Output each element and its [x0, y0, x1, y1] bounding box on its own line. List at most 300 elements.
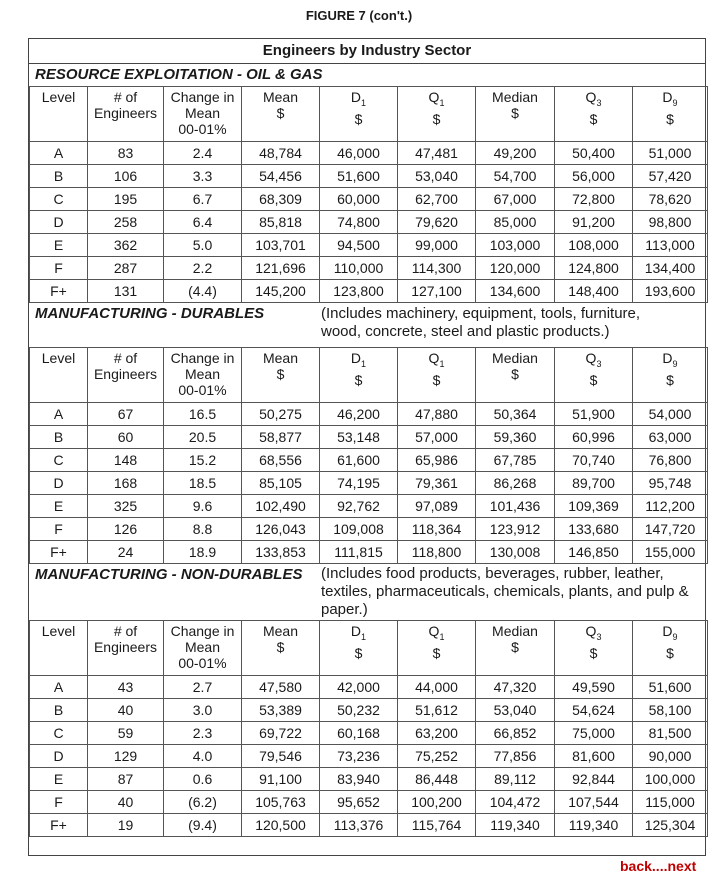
header-q1 — [398, 621, 476, 676]
table-cell-chg: 18.9 — [164, 541, 242, 564]
header-change-line: Change in — [170, 350, 235, 366]
table-cell-q1: 65,986 — [398, 449, 476, 472]
table-cell-q1: 127,100 — [398, 280, 476, 303]
table-cell-q3: 72,800 — [555, 188, 633, 211]
table-cell-n: 362 — [88, 234, 164, 257]
page-nav — [620, 858, 696, 874]
header-q1-subscript: 1 — [439, 631, 445, 642]
header-engineers-line: # of — [113, 623, 138, 639]
section-title: MANUFACTURING - DURABLES — [35, 305, 265, 322]
table-cell-mean: 68,556 — [242, 449, 320, 472]
header-q1-subscript: 1 — [439, 97, 445, 108]
table-cell-level: F — [30, 791, 88, 814]
table-cell-chg: 18.5 — [164, 472, 242, 495]
header-mean-line: $ — [276, 366, 285, 382]
header-d9-subscript: 9 — [672, 97, 678, 108]
table-cell-d1: 111,815 — [320, 541, 398, 564]
table-cell-d9: 78,620 — [633, 188, 708, 211]
header-q3 — [555, 87, 633, 142]
table-cell-q3: 81,600 — [555, 745, 633, 768]
table-cell-chg: 4.0 — [164, 745, 242, 768]
table-cell-med: 59,360 — [476, 426, 555, 449]
table-cell-q3: 60,996 — [555, 426, 633, 449]
table-cell-mean: 91,100 — [242, 768, 320, 791]
table-cell-med: 123,912 — [476, 518, 555, 541]
table-cell-d1: 110,000 — [320, 257, 398, 280]
table-cell-med: 54,700 — [476, 165, 555, 188]
table-cell-med: 103,000 — [476, 234, 555, 257]
table-cell-q1: 51,612 — [398, 699, 476, 722]
table-cell-q3: 124,800 — [555, 257, 633, 280]
table-cell-n: 40 — [88, 699, 164, 722]
header-median-line: $ — [511, 105, 519, 121]
table-cell-n: 126 — [88, 518, 164, 541]
header-d9-unit: $ — [666, 110, 674, 127]
table-cell-level: B — [30, 699, 88, 722]
table-cell-med: 66,852 — [476, 722, 555, 745]
header-engineers — [88, 348, 164, 403]
table-cell-mean: 47,580 — [242, 676, 320, 699]
table-cell-med: 77,856 — [476, 745, 555, 768]
table-cell-d1: 51,600 — [320, 165, 398, 188]
table-cell-q3: 50,400 — [555, 142, 633, 165]
sections-container — [29, 64, 705, 837]
table-cell-mean: 53,389 — [242, 699, 320, 722]
table-cell-level: D — [30, 472, 88, 495]
header-level: Level — [30, 348, 88, 403]
table-cell-d1: 74,800 — [320, 211, 398, 234]
table-cell-d9: 58,100 — [633, 699, 708, 722]
header-row — [30, 87, 708, 142]
table-cell-d9: 95,748 — [633, 472, 708, 495]
table-cell-level: C — [30, 722, 88, 745]
next-link[interactable]: next — [667, 858, 697, 874]
table-cell-level: C — [30, 449, 88, 472]
table-cell-q1: 47,481 — [398, 142, 476, 165]
table-cell-d9: 63,000 — [633, 426, 708, 449]
header-mean-line: Mean — [262, 623, 299, 639]
header-d1 — [320, 348, 398, 403]
table-cell-med: 50,364 — [476, 403, 555, 426]
table-cell-n: 131 — [88, 280, 164, 303]
table-cell-d9: 113,000 — [633, 234, 708, 257]
table-cell-chg: 6.4 — [164, 211, 242, 234]
table-cell-mean: 85,105 — [242, 472, 320, 495]
table-cell-mean: 69,722 — [242, 722, 320, 745]
table-cell-d9: 115,000 — [633, 791, 708, 814]
header-median — [476, 87, 555, 142]
header-mean-line: $ — [276, 105, 285, 121]
table-cell-chg: 3.0 — [164, 699, 242, 722]
table-cell-q1: 118,800 — [398, 541, 476, 564]
header-d9-letter: D — [662, 350, 673, 366]
header-row — [30, 348, 708, 403]
table-cell-chg: 8.8 — [164, 518, 242, 541]
table-cell-d1: 46,000 — [320, 142, 398, 165]
header-change — [164, 348, 242, 403]
table-cell-q3: 56,000 — [555, 165, 633, 188]
table-cell-n: 40 — [88, 791, 164, 814]
table-row — [30, 211, 708, 234]
table-cell-chg: 9.6 — [164, 495, 242, 518]
table-cell-q3: 133,680 — [555, 518, 633, 541]
table-cell-n: 129 — [88, 745, 164, 768]
table-cell-d1: 50,232 — [320, 699, 398, 722]
table-cell-n: 59 — [88, 722, 164, 745]
header-q3-letter: Q — [585, 89, 597, 105]
header-change — [164, 87, 242, 142]
table-row — [30, 165, 708, 188]
table-cell-d1: 123,800 — [320, 280, 398, 303]
table-cell-level: E — [30, 768, 88, 791]
table-cell-q1: 86,448 — [398, 768, 476, 791]
table-cell-d1: 83,940 — [320, 768, 398, 791]
header-mean — [242, 87, 320, 142]
header-level: Level — [30, 87, 88, 142]
table-cell-q3: 92,844 — [555, 768, 633, 791]
header-q1-subscript: 1 — [439, 358, 445, 369]
table-cell-med: 130,008 — [476, 541, 555, 564]
header-q1 — [398, 87, 476, 142]
table-cell-med: 101,436 — [476, 495, 555, 518]
table-cell-n: 24 — [88, 541, 164, 564]
table-cell-d1: 46,200 — [320, 403, 398, 426]
table-cell-mean: 120,500 — [242, 814, 320, 837]
table-cell-chg: 2.2 — [164, 257, 242, 280]
table-row — [30, 142, 708, 165]
header-mean — [242, 348, 320, 403]
header-row — [30, 621, 708, 676]
table-cell-d9: 76,800 — [633, 449, 708, 472]
table-cell-d1: 94,500 — [320, 234, 398, 257]
section-heading — [29, 64, 705, 86]
table-cell-q3: 148,400 — [555, 280, 633, 303]
header-d9-subscript: 9 — [672, 358, 678, 369]
table-cell-chg: 2.3 — [164, 722, 242, 745]
table-cell-chg: 2.7 — [164, 676, 242, 699]
section-note: (Includes food products, beverages, rubber, leather, textiles, pharmaceuticals, chemicals, plants, and pulp & paper.) — [321, 565, 689, 618]
header-d1-unit: $ — [354, 644, 363, 661]
table-cell-n: 43 — [88, 676, 164, 699]
table-cell-mean: 50,275 — [242, 403, 320, 426]
header-engineers-line: # of — [113, 350, 138, 366]
table-cell-med: 134,600 — [476, 280, 555, 303]
header-level: Level — [30, 621, 88, 676]
table-cell-q3: 107,544 — [555, 791, 633, 814]
table-cell-d1: 109,008 — [320, 518, 398, 541]
table-cell-d1: 61,600 — [320, 449, 398, 472]
table-row — [30, 280, 708, 303]
header-q3 — [555, 348, 633, 403]
table-row — [30, 403, 708, 426]
table-cell-d1: 95,652 — [320, 791, 398, 814]
table-cell-level: F+ — [30, 814, 88, 837]
header-median-line: $ — [511, 639, 519, 655]
table-cell-d9: 57,420 — [633, 165, 708, 188]
table-cell-d1: 74,195 — [320, 472, 398, 495]
table-cell-q1: 100,200 — [398, 791, 476, 814]
table-cell-d1: 73,236 — [320, 745, 398, 768]
header-engineers-line: # of — [113, 89, 138, 105]
table-cell-chg: 3.3 — [164, 165, 242, 188]
table-cell-chg: (9.4) — [164, 814, 242, 837]
table-cell-mean: 54,456 — [242, 165, 320, 188]
table-cell-n: 195 — [88, 188, 164, 211]
table-cell-q1: 97,089 — [398, 495, 476, 518]
table-cell-med: 47,320 — [476, 676, 555, 699]
header-change-line: Change in — [170, 89, 235, 105]
table-cell-d9: 193,600 — [633, 280, 708, 303]
table-row — [30, 676, 708, 699]
table-cell-q3: 89,700 — [555, 472, 633, 495]
table-row — [30, 449, 708, 472]
table-cell-n: 168 — [88, 472, 164, 495]
header-d1-subscript: 1 — [361, 358, 367, 369]
table-cell-level: A — [30, 403, 88, 426]
table-cell-med: 67,000 — [476, 188, 555, 211]
table-cell-mean: 105,763 — [242, 791, 320, 814]
table-row — [30, 814, 708, 837]
table-cell-q3: 146,850 — [555, 541, 633, 564]
table-row — [30, 745, 708, 768]
table-cell-chg: 0.6 — [164, 768, 242, 791]
table-cell-d9: 134,400 — [633, 257, 708, 280]
header-d9-letter: D — [662, 89, 673, 105]
table-cell-level: F+ — [30, 280, 88, 303]
header-mean-line: Mean — [262, 89, 299, 105]
table-cell-n: 19 — [88, 814, 164, 837]
table-cell-q3: 49,590 — [555, 676, 633, 699]
table-cell-mean: 145,200 — [242, 280, 320, 303]
table-cell-chg: 20.5 — [164, 426, 242, 449]
table-cell-q3: 119,340 — [555, 814, 633, 837]
table-cell-mean: 85,818 — [242, 211, 320, 234]
header-q3-subscript: 3 — [596, 631, 602, 642]
table-cell-med: 49,200 — [476, 142, 555, 165]
table-row — [30, 791, 708, 814]
table-cell-chg: 16.5 — [164, 403, 242, 426]
table-cell-level: F — [30, 257, 88, 280]
header-change-line: 00-01% — [178, 121, 227, 137]
table-row — [30, 472, 708, 495]
table-cell-mean: 68,309 — [242, 188, 320, 211]
section-title: MANUFACTURING - NON-DURABLES — [35, 566, 303, 583]
header-q3 — [555, 621, 633, 676]
table-cell-level: F+ — [30, 541, 88, 564]
header-median — [476, 621, 555, 676]
header-change-line: 00-01% — [178, 382, 227, 398]
header-q3-subscript: 3 — [596, 97, 602, 108]
table-cell-q3: 70,740 — [555, 449, 633, 472]
table-cell-med: 89,112 — [476, 768, 555, 791]
header-q1-letter: Q — [428, 623, 440, 639]
table-cell-d9: 112,200 — [633, 495, 708, 518]
table-cell-n: 106 — [88, 165, 164, 188]
header-mean-line: Mean — [262, 350, 299, 366]
table-cell-n: 67 — [88, 403, 164, 426]
table-cell-n: 83 — [88, 142, 164, 165]
header-mean-line: $ — [276, 639, 285, 655]
header-d1-letter: D — [350, 89, 362, 105]
table-cell-d9: 90,000 — [633, 745, 708, 768]
table-cell-level: F — [30, 518, 88, 541]
table-cell-med: 120,000 — [476, 257, 555, 280]
table-row — [30, 495, 708, 518]
header-change-line: Change in — [170, 623, 235, 639]
header-d9-unit: $ — [666, 644, 674, 661]
header-engineers — [88, 87, 164, 142]
table-row — [30, 768, 708, 791]
table-cell-q1: 114,300 — [398, 257, 476, 280]
table-cell-q1: 79,620 — [398, 211, 476, 234]
header-q3-letter: Q — [585, 350, 597, 366]
header-change-line: 00-01% — [178, 655, 227, 671]
table-cell-d9: 100,000 — [633, 768, 708, 791]
header-d9-unit: $ — [666, 371, 674, 388]
table-cell-med: 104,472 — [476, 791, 555, 814]
table-cell-q3: 51,900 — [555, 403, 633, 426]
table-cell-d9: 125,304 — [633, 814, 708, 837]
section-note: (Includes machinery, equipment, tools, furniture, wood, concrete, steel and plastic products.) — [321, 305, 641, 340]
table-cell-med: 67,785 — [476, 449, 555, 472]
header-q1-letter: Q — [428, 350, 440, 366]
salary-table — [29, 347, 708, 564]
table-cell-q1: 79,361 — [398, 472, 476, 495]
table-row — [30, 699, 708, 722]
header-q3-letter: Q — [585, 623, 597, 639]
nav-separator: .... — [651, 858, 668, 874]
header-q1-unit: $ — [432, 110, 441, 127]
header-median-line: Median — [492, 350, 538, 366]
table-cell-d9: 51,000 — [633, 142, 708, 165]
table-cell-med: 53,040 — [476, 699, 555, 722]
header-engineers-line: Engineers — [93, 366, 158, 382]
header-engineers-line: Engineers — [93, 639, 158, 655]
table-cell-level: B — [30, 426, 88, 449]
table-cell-mean: 58,877 — [242, 426, 320, 449]
table-row — [30, 518, 708, 541]
section-heading — [29, 303, 705, 347]
table-cell-level: A — [30, 142, 88, 165]
header-d1 — [320, 87, 398, 142]
table-cell-q1: 99,000 — [398, 234, 476, 257]
header-q3-unit: $ — [589, 371, 598, 388]
table-cell-n: 60 — [88, 426, 164, 449]
header-engineers — [88, 621, 164, 676]
header-q3-unit: $ — [589, 644, 598, 661]
table-cell-mean: 126,043 — [242, 518, 320, 541]
header-median-line: Median — [492, 623, 538, 639]
table-cell-level: A — [30, 676, 88, 699]
header-d9 — [633, 87, 708, 142]
header-median-line: Median — [492, 89, 538, 105]
table-row — [30, 722, 708, 745]
header-q1-unit: $ — [432, 644, 441, 661]
table-cell-q1: 62,700 — [398, 188, 476, 211]
table-cell-q1: 47,880 — [398, 403, 476, 426]
header-d1-unit: $ — [354, 371, 363, 388]
header-change-line: Mean — [184, 366, 221, 382]
table-cell-d1: 92,762 — [320, 495, 398, 518]
header-median — [476, 348, 555, 403]
table-cell-d9: 81,500 — [633, 722, 708, 745]
table-cell-q3: 108,000 — [555, 234, 633, 257]
header-q1-letter: Q — [428, 89, 440, 105]
table-cell-chg: 2.4 — [164, 142, 242, 165]
table-cell-chg: 6.7 — [164, 188, 242, 211]
table-cell-q3: 54,624 — [555, 699, 633, 722]
back-link[interactable]: back — [620, 858, 652, 874]
table-cell-d1: 53,148 — [320, 426, 398, 449]
table-cell-n: 258 — [88, 211, 164, 234]
figure-title: FIGURE 7 (con't.) — [305, 8, 413, 23]
header-d9 — [633, 348, 708, 403]
header-d9-subscript: 9 — [672, 631, 678, 642]
salary-table — [29, 86, 708, 303]
table-cell-med: 85,000 — [476, 211, 555, 234]
table-row — [30, 188, 708, 211]
header-d9-letter: D — [662, 623, 673, 639]
header-engineers-line: Engineers — [93, 105, 158, 121]
table-cell-d9: 98,800 — [633, 211, 708, 234]
table-cell-q1: 75,252 — [398, 745, 476, 768]
header-q3-subscript: 3 — [596, 358, 602, 369]
table-cell-d1: 60,168 — [320, 722, 398, 745]
header-q1-unit: $ — [432, 371, 441, 388]
table-cell-n: 325 — [88, 495, 164, 518]
header-d1-letter: D — [350, 623, 362, 639]
table-row — [30, 541, 708, 564]
header-d9 — [633, 621, 708, 676]
table-cell-level: E — [30, 234, 88, 257]
table-frame — [28, 38, 706, 856]
header-d1 — [320, 621, 398, 676]
header-d1-letter: D — [350, 350, 362, 366]
header-q3-unit: $ — [589, 110, 598, 127]
table-cell-mean: 102,490 — [242, 495, 320, 518]
header-d1-subscript: 1 — [361, 631, 367, 642]
table-cell-level: B — [30, 165, 88, 188]
header-change-line: Mean — [184, 105, 221, 121]
table-cell-level: D — [30, 745, 88, 768]
table-cell-q3: 91,200 — [555, 211, 633, 234]
table-cell-chg: 5.0 — [164, 234, 242, 257]
table-row — [30, 234, 708, 257]
header-d1-subscript: 1 — [361, 97, 367, 108]
table-cell-q1: 118,364 — [398, 518, 476, 541]
table-cell-level: C — [30, 188, 88, 211]
table-cell-level: E — [30, 495, 88, 518]
header-median-line: $ — [511, 366, 519, 382]
table-cell-n: 148 — [88, 449, 164, 472]
table-row — [30, 426, 708, 449]
table-cell-d9: 54,000 — [633, 403, 708, 426]
table-cell-q1: 115,764 — [398, 814, 476, 837]
table-cell-mean: 48,784 — [242, 142, 320, 165]
section-heading — [29, 564, 705, 620]
table-cell-n: 87 — [88, 768, 164, 791]
table-cell-mean: 79,546 — [242, 745, 320, 768]
table-cell-chg: (6.2) — [164, 791, 242, 814]
table-cell-q1: 53,040 — [398, 165, 476, 188]
table-cell-d1: 113,376 — [320, 814, 398, 837]
table-cell-level: D — [30, 211, 88, 234]
table-cell-q1: 57,000 — [398, 426, 476, 449]
table-cell-mean: 103,701 — [242, 234, 320, 257]
table-cell-chg: (4.4) — [164, 280, 242, 303]
table-cell-d1: 42,000 — [320, 676, 398, 699]
header-change — [164, 621, 242, 676]
